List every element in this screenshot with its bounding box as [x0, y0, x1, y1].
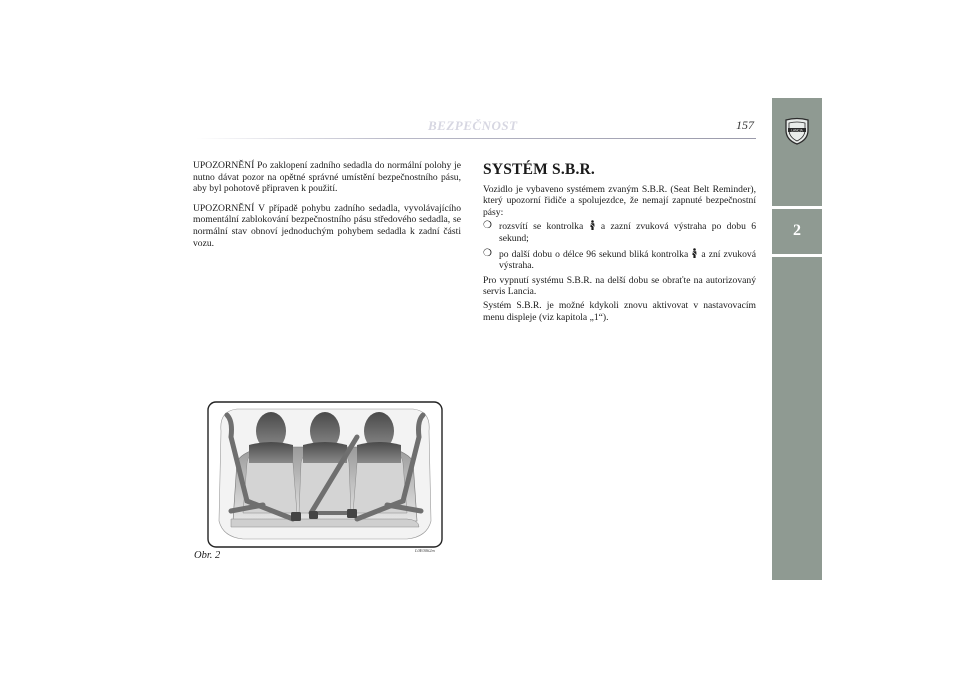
- svg-text:LANCIA: LANCIA: [791, 128, 803, 133]
- deactivation-paragraph: Pro vypnutí systému S.B.R. na delší dobu se obraťte na autorizovaný servis Lancia.: [483, 274, 756, 298]
- reactivation-paragraph: Systém S.B.R. je možné kdykoli znovu aktivovat v nastavovacím menu displeje (viz kapitola „1“).: [483, 299, 756, 323]
- header-rule: [196, 138, 756, 139]
- bullet-2-text-after: a zní zvuková výstraha.: [499, 248, 756, 272]
- left-column: [193, 160, 461, 257]
- right-column: [483, 160, 756, 325]
- chapter-number: 2: [793, 222, 801, 239]
- warning-paragraph-1: UPOZORNĚNÍ Po zaklopení zadního sedadla do normální polohy je nutno dávat pozor na opětné správné umístění bezpečnostního pásu, aby byl pohotově připraven k použití.: [193, 160, 461, 195]
- bullet-marker: ❍: [483, 220, 492, 232]
- figure-caption: Obr. 2: [194, 550, 221, 561]
- chapter-side-tab: [772, 98, 822, 580]
- seatbelt-warning-icon: [691, 248, 698, 258]
- bullet-1-text-after: a zazní zvuková výstraha po dobu 6 sekund;: [499, 221, 756, 244]
- page-number: 157: [736, 118, 754, 132]
- bullet-2-text-before: po další dobu o délce 96 sekund bliká kontrolka: [499, 248, 689, 260]
- figure-code: L0E0062m: [415, 548, 435, 553]
- bullet-marker: ❍: [483, 247, 492, 259]
- warning-paragraph-2: UPOZORNĚNÍ V případě pohybu zadního sedadla, vyvolávajícího momentální zablokování bezpečnostního pásu středového sedadla, se normální stav obnoví jednoduchým pohybem sedadla k zadní části vozu.: [193, 202, 461, 249]
- section-heading: SYSTÉM S.B.R.: [483, 161, 595, 178]
- bullet-list: [483, 220, 756, 271]
- intro-paragraph: Vozidlo je vybaveno systémem zvaným S.B.R. (Seat Belt Reminder), který upozorní řidiče a spolujezdce, že nemají zapnuté bezpečnostní pásy:: [483, 183, 756, 218]
- bullet-item-2: [483, 248, 756, 272]
- lancia-shield-logo: [782, 116, 812, 146]
- bullet-item-1: [483, 220, 756, 244]
- seatbelt-warning-icon: [589, 220, 596, 230]
- running-header-title: BEZPEČNOST: [428, 118, 518, 133]
- rear-seat-belts-figure: [207, 401, 443, 548]
- tab-separator-bottom: [772, 254, 822, 257]
- tab-separator-top: [772, 206, 822, 209]
- bullet-1-text-before: rozsvítí se kontrolka: [499, 221, 584, 233]
